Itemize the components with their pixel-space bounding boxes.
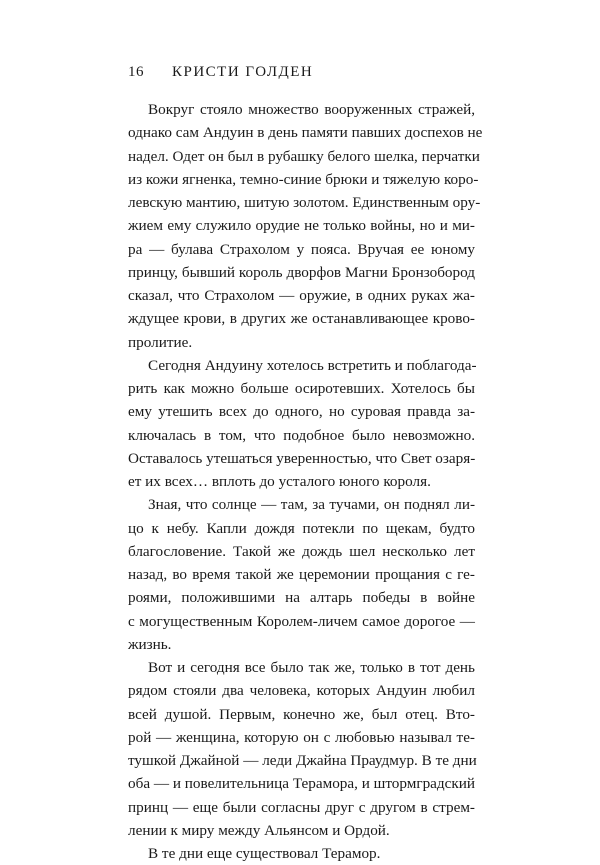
page-number: 16 [128, 64, 144, 80]
text-line: назад, во время такой же церемонии прощания с ге- [128, 566, 475, 583]
text-line: Сегодня Андуину хотелось встретить и поблагода- [148, 356, 477, 374]
text-line: цо к небу. Капли дождя потекли по щекам, будто [128, 519, 475, 537]
author-name: КРИСТИ ГОЛДЕН [172, 64, 314, 80]
text-line: ет их всех… вплоть до усталого юного короля. [128, 473, 431, 490]
text-line: однако сам Андуин в день памяти павших доспехов не [128, 124, 483, 142]
paragraph [128, 493, 475, 656]
text-line: благословение. Такой же дождь шел несколько лет [128, 542, 475, 560]
text-line: рить как можно больше осиротевших. Хотелось бы [128, 380, 475, 397]
text-line: рой — женщина, которую он с любовью называл те- [128, 728, 475, 746]
paragraph [128, 842, 475, 865]
text-line: Вот и сегодня все было так же, только в тот день [148, 659, 475, 676]
paragraph [128, 354, 475, 494]
text-line: роями, положившими на алтарь победы в войне [128, 589, 475, 607]
text-line: жизнь. [128, 635, 172, 653]
text-line: тушкой Джайной — леди Джайна Праудмур. В те дни [128, 752, 477, 769]
text-line: ждущее крови, в других же останавливающее крово- [128, 310, 475, 328]
text-line: жием ему служило орудие не только войны, но и ми- [128, 217, 475, 235]
text-line: ему утешить всех до одного, но суровая правда за- [128, 403, 475, 421]
text-line: Оставалось утешаться уверенностью, что Свет озаря- [128, 449, 476, 467]
text-line: сказал, что Страхолом — оружие, в одних руках жа- [128, 287, 475, 304]
text-line: с могущественным Королем-личем самое дорогое — [128, 612, 475, 630]
running-head [128, 64, 313, 81]
text-line: всей душой. Первым, конечно же, был отец. Вто- [128, 705, 475, 723]
text-line: из кожи ягненка, темно-синие брюки и тяжелую коро- [128, 170, 479, 188]
text-line: надел. Одет он был в рубашку белого шелка, перчатки [128, 147, 480, 165]
paragraph [128, 656, 475, 842]
text-line: пролитие. [128, 333, 193, 351]
text-line: оба — и повелительница Терамора, и штормградский [128, 775, 476, 793]
text-line: Зная, что солнце — там, за тучами, он поднял ли- [148, 496, 475, 514]
text-line: рядом стояли два человека, которых Андуин любил [128, 682, 475, 700]
text-line: Вокруг стояло множество вооруженных стражей, [148, 101, 475, 118]
text-line: лении к миру между Альянсом и Ордой. [128, 821, 390, 839]
text-line: ключалась в том, что подобное было невозможно. [128, 426, 475, 444]
text-line: принцу, бывший король дворфов Магни Бронзобород [128, 263, 475, 281]
text-line: ра — булава Страхолом у пояса. Вручая ее юному [128, 240, 475, 258]
text-line: принц — еще были согласны друг с другом в стрем- [128, 798, 475, 816]
paragraph [128, 98, 483, 354]
text-line: левскую мантию, шитую золотом. Единственным ору- [128, 194, 481, 211]
text-line: В те дни еще существовал Терамор. [148, 845, 381, 862]
